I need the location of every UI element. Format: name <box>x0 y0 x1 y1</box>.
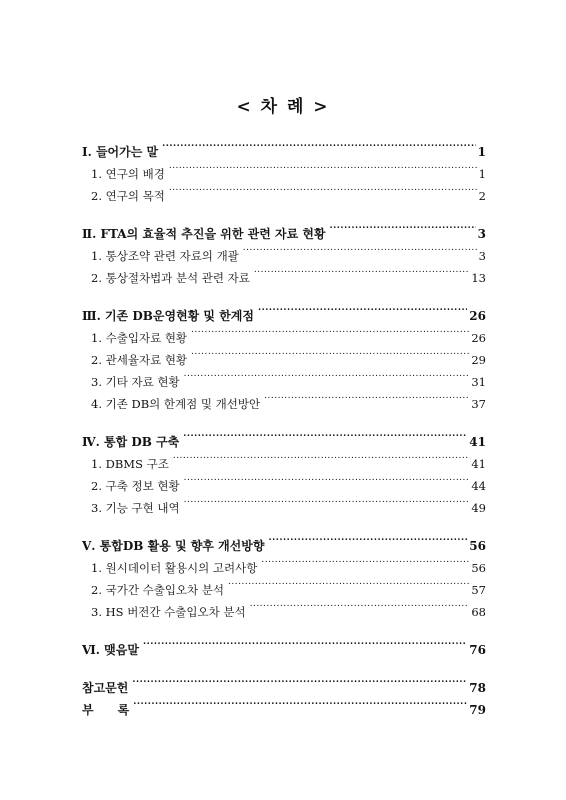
dot-leader <box>184 468 470 490</box>
table-of-contents <box>82 134 486 717</box>
toc-entry-label: 1. 통상조약 관련 자료의 개괄 <box>91 249 239 263</box>
toc-page-number: 57 <box>471 583 486 597</box>
toc-page-number: 79 <box>469 703 486 717</box>
toc-heading[interactable] <box>82 216 486 241</box>
toc-page-number: 78 <box>469 681 486 695</box>
toc-entry-label: 1. 원시데이터 활용시의 고려사항 <box>91 561 258 575</box>
toc-heading-label: 부 록 <box>82 703 130 717</box>
toc-page-number: 68 <box>471 605 486 619</box>
toc-heading-label: Ⅳ. 통합 DB 구축 <box>82 435 180 449</box>
dot-leader <box>264 386 469 408</box>
dot-leader <box>173 446 470 468</box>
toc-entry-label: 1. 수출입자료 현황 <box>91 331 188 345</box>
toc-section-6 <box>82 632 486 657</box>
dot-leader <box>191 320 469 342</box>
toc-entry-label: 1. DBMS 구조 <box>91 457 169 471</box>
toc-back-matter <box>82 670 486 717</box>
toc-page-number: 56 <box>471 561 486 575</box>
toc-title: < 차 례 > <box>236 97 330 117</box>
toc-section-5 <box>82 528 486 619</box>
dot-leader <box>254 260 469 282</box>
toc-page-number: 1 <box>477 145 486 159</box>
toc-entry-label: 3. HS 버전간 수출입오차 분석 <box>91 605 246 619</box>
toc-entry-label: 3. 기능 구현 내역 <box>91 501 180 515</box>
dot-leader <box>261 550 469 572</box>
toc-page-number: 31 <box>471 375 486 389</box>
toc-page-number: 49 <box>471 501 486 515</box>
toc-page-number: 3 <box>478 249 486 263</box>
dot-leader <box>191 342 469 364</box>
toc-entry-label: 2. 국가간 수출입오차 분석 <box>91 583 225 597</box>
toc-entry-label: 2. 통상절차법과 분석 관련 자료 <box>91 271 250 285</box>
toc-page-number: 26 <box>469 309 486 323</box>
toc-heading[interactable] <box>82 632 486 657</box>
toc-heading[interactable] <box>82 298 486 323</box>
toc-entry-label: 1. 연구의 배경 <box>91 167 165 181</box>
toc-heading-label: Ⅰ. 들어가는 말 <box>82 145 159 159</box>
dot-leader <box>228 572 469 594</box>
toc-entry-label: 2. 연구의 목적 <box>91 189 165 203</box>
toc-page-number: 2 <box>478 189 486 203</box>
dot-leader <box>250 594 470 616</box>
toc-heading-references[interactable] <box>82 670 486 695</box>
toc-heading-label: Ⅵ. 맺음말 <box>82 643 139 657</box>
toc-heading-label: Ⅱ. FTA의 효율적 추진을 위한 관련 자료 현황 <box>82 227 326 241</box>
toc-entry-label: 2. 관세율자료 현황 <box>91 353 188 367</box>
toc-page-number: 13 <box>471 271 486 285</box>
toc-heading[interactable] <box>82 424 486 449</box>
dot-leader <box>243 238 477 260</box>
toc-page-number: 3 <box>477 227 486 241</box>
toc-entry-label: 3. 기타 자료 현황 <box>91 375 180 389</box>
toc-page-number: 56 <box>469 539 486 553</box>
dot-leader <box>162 134 476 156</box>
toc-section-3 <box>82 298 486 411</box>
dot-leader <box>258 298 467 320</box>
toc-page-number: 41 <box>469 435 486 449</box>
toc-heading[interactable] <box>82 134 486 159</box>
dot-leader <box>143 632 467 654</box>
toc-page-number: 1 <box>478 167 486 181</box>
toc-entry-label: 4. 기존 DB의 한계점 및 개선방안 <box>91 397 261 411</box>
dot-leader <box>132 670 467 692</box>
toc-heading[interactable] <box>82 528 486 553</box>
toc-section-1 <box>82 134 486 203</box>
dot-leader <box>183 424 467 446</box>
toc-page-number: 29 <box>471 353 486 367</box>
toc-section-4 <box>82 424 486 515</box>
toc-page-number: 37 <box>471 397 486 411</box>
toc-section-2 <box>82 216 486 285</box>
toc-page-number: 44 <box>471 479 486 493</box>
toc-page-number: 26 <box>471 331 486 345</box>
dot-leader <box>184 490 470 512</box>
toc-heading-label: 참고문헌 <box>82 681 129 695</box>
toc-heading-label: Ⅲ. 기존 DB운영현황 및 한계점 <box>82 309 254 323</box>
toc-entry-label: 2. 구축 정보 현황 <box>91 479 180 493</box>
dot-leader <box>169 156 477 178</box>
dot-leader <box>133 692 467 714</box>
dot-leader <box>169 178 477 200</box>
toc-page-number: 76 <box>469 643 486 657</box>
toc-heading-label: Ⅴ. 통합DB 활용 및 향후 개선방향 <box>82 539 265 553</box>
toc-heading-appendix[interactable] <box>82 692 486 717</box>
dot-leader <box>184 364 470 386</box>
toc-page-number: 41 <box>471 457 486 471</box>
dot-leader <box>268 528 467 550</box>
dot-leader <box>330 216 476 238</box>
